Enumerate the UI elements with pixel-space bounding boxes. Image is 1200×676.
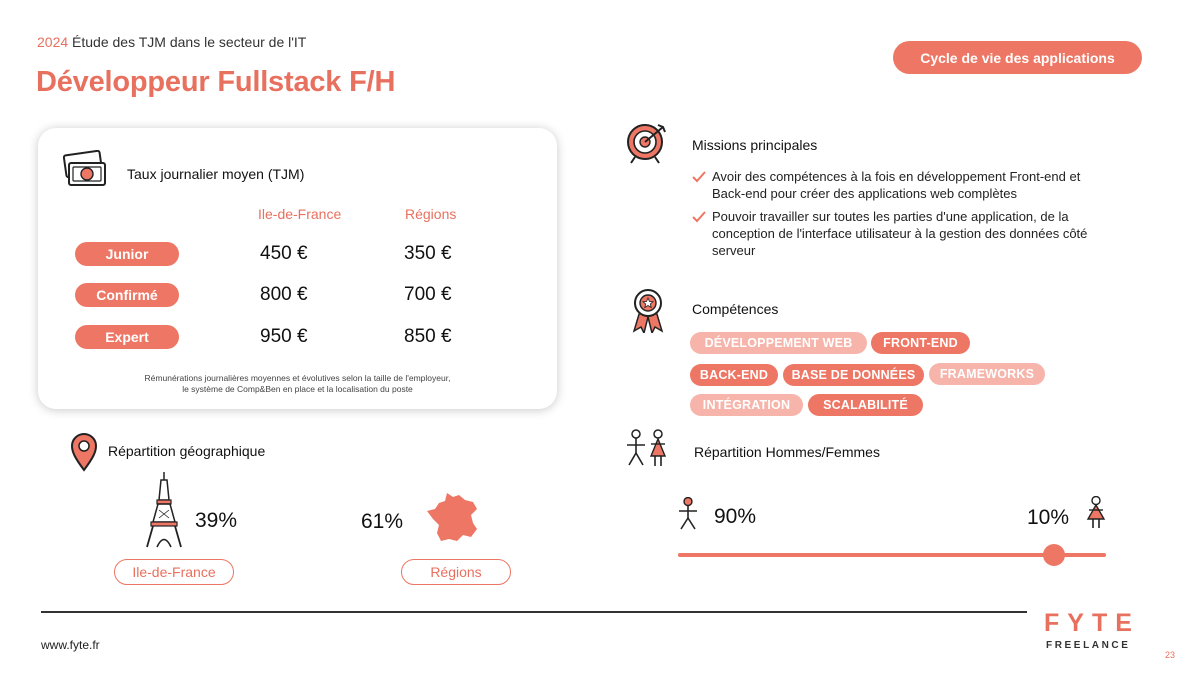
tjm-card xyxy=(38,128,557,409)
tjm-value-expert-idf: 950 € xyxy=(260,326,308,347)
check-icon xyxy=(692,210,706,228)
women-percentage: 10% xyxy=(1027,506,1070,529)
skill-tag-scalability: SCALABILITÉ xyxy=(808,394,923,416)
geo-title: Répartition géographique xyxy=(108,443,266,459)
gender-ratio-bar xyxy=(678,553,1106,557)
level-badge-confirme: Confirmé xyxy=(75,283,179,307)
tjm-footnote-line1: Rémunérations journalières moyennes et évolutives selon la taille de l'employeur, xyxy=(144,373,451,383)
skill-tag-integration: INTÉGRATION xyxy=(690,394,803,416)
man-icon xyxy=(676,497,700,536)
target-icon xyxy=(625,122,669,169)
skill-tag-frameworks: FRAMEWORKS xyxy=(929,363,1045,385)
tjm-value-expert-regions: 850 € xyxy=(404,326,452,347)
column-header-idf: Ile-de-France xyxy=(258,206,342,222)
fyte-logo-subtitle: FREELANCE xyxy=(1046,640,1131,651)
fyte-logo: FYTE xyxy=(1044,609,1140,637)
competences-title: Compétences xyxy=(692,301,779,317)
missions-title: Missions principales xyxy=(692,137,818,153)
study-year: 2024 xyxy=(37,34,69,50)
tjm-value-junior-regions: 350 € xyxy=(404,243,452,264)
gender-ratio-marker xyxy=(1043,544,1065,566)
tjm-value-junior-idf: 450 € xyxy=(260,243,308,264)
tjm-value-confirme-regions: 700 € xyxy=(404,284,452,305)
check-icon xyxy=(692,170,706,188)
skill-tag-web: DÉVELOPPEMENT WEB xyxy=(690,332,867,354)
mission-item-2: Pouvoir travailler sur toutes les parties d'une application, de la conception de l'interface utilisateur à la gestion des données côté serveur xyxy=(712,209,1088,258)
award-ribbon-icon xyxy=(628,287,668,338)
gender-title: Répartition Hommes/Femmes xyxy=(694,444,880,460)
woman-icon xyxy=(1084,496,1108,535)
man-woman-icon xyxy=(624,429,670,474)
level-badge-expert: Expert xyxy=(75,325,179,349)
page-title: Développeur Fullstack F/H xyxy=(36,66,396,98)
men-percentage: 90% xyxy=(714,505,757,528)
geo-regions-label: Régions xyxy=(401,559,511,585)
eiffel-tower-icon xyxy=(145,472,183,553)
tjm-footnote-line2: le système de Comp&Ben en place et la localisation du poste xyxy=(182,384,413,394)
location-pin-icon xyxy=(70,432,98,477)
tjm-value-confirme-idf: 800 € xyxy=(260,284,308,305)
tjm-footnote xyxy=(38,373,557,395)
geo-idf-label: Ile-de-France xyxy=(114,559,234,585)
skill-tag-database: BASE DE DONNÉES xyxy=(783,364,924,386)
study-name: Étude des TJM dans le secteur de l'IT xyxy=(72,34,307,50)
mission-item-1: Avoir des compétences à la fois en développement Front-end et Back-end pour créer des applications web complètes xyxy=(712,169,1081,201)
geo-regions-percentage: 61% xyxy=(361,510,404,533)
website-link[interactable]: www.fyte.fr xyxy=(41,638,100,652)
column-header-regions: Régions xyxy=(405,206,457,222)
skill-tag-back-end: BACK-END xyxy=(690,364,778,386)
footer-divider xyxy=(41,611,1027,613)
category-button[interactable]: Cycle de vie des applications xyxy=(893,41,1142,74)
tjm-title: Taux journalier moyen (TJM) xyxy=(127,166,305,182)
geo-idf-percentage: 39% xyxy=(195,509,238,532)
study-kicker xyxy=(37,34,306,50)
skill-tag-front-end: FRONT-END xyxy=(871,332,970,354)
france-map-icon xyxy=(425,491,481,550)
level-badge-junior: Junior xyxy=(75,242,179,266)
money-icon xyxy=(63,150,109,195)
page-number: 23 xyxy=(1165,650,1176,660)
